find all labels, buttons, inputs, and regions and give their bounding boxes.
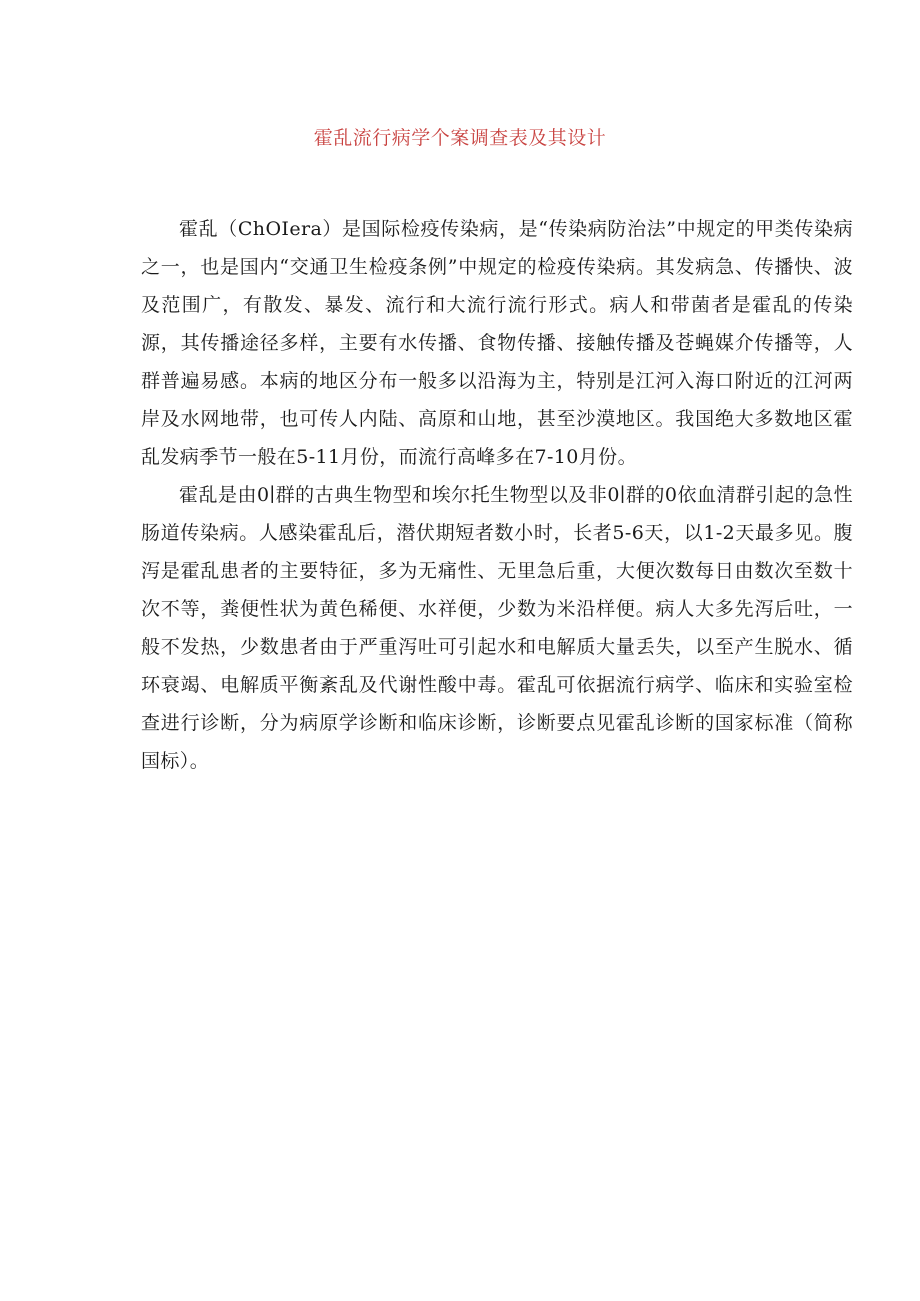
paragraph-2: 霍乱是由0∣群的古典生物型和埃尔托生物型以及非0∣群的0依血清群引起的急性肠道传染病。人感染霍乱后，潜伏期短者数小时，长者5-6天，以1-2天最多见。腹泻是霍乱患者的主要特征，多为无痛性、无里急后重，大便次数每日由数次至数十次不等，粪便性状为黄色稀便、水祥便，少数为米沿样便。病人大多先泻后吐，一般不发热，少数患者由于严重泻吐可引起水和电解质大量丢失，以至产生脱水、循环衰竭、电解质平衡紊乱及代谢性酸中毒。霍乱可依据流行病学、临床和实验室检查进行诊断，分为病原学诊断和临床诊断，诊断要点见霍乱诊断的国家标准（简称国标）。 (141, 484, 853, 772)
document-title: 霍乱流行病学个案调查表及其设计 (313, 127, 607, 149)
paragraph-1: 霍乱（ChOIera）是国际检疫传染病，是“传染病防治法”中规定的甲类传染病之一，也是国内“交通卫生检疫条例”中规定的检疫传染病。其发病急、传播快、波及范围广，有散发、暴发、流行和大流行流行形式。病人和带菌者是霍乱的传染源，其传播途径多样，主要有水传播、食物传播、接触传播及苍蝇媒介传播等，人群普遍易感。本病的地区分布一般多以沿海为主，特别是江河入海口附近的江河两岸及水网地带，也可传人内陆、高原和山地，甚至沙漠地区。我国绝大多数地区霍乱发病季节一般在5-11月份，而流行高峰多在7-10月份。 (141, 218, 853, 468)
document-body (141, 210, 853, 780)
